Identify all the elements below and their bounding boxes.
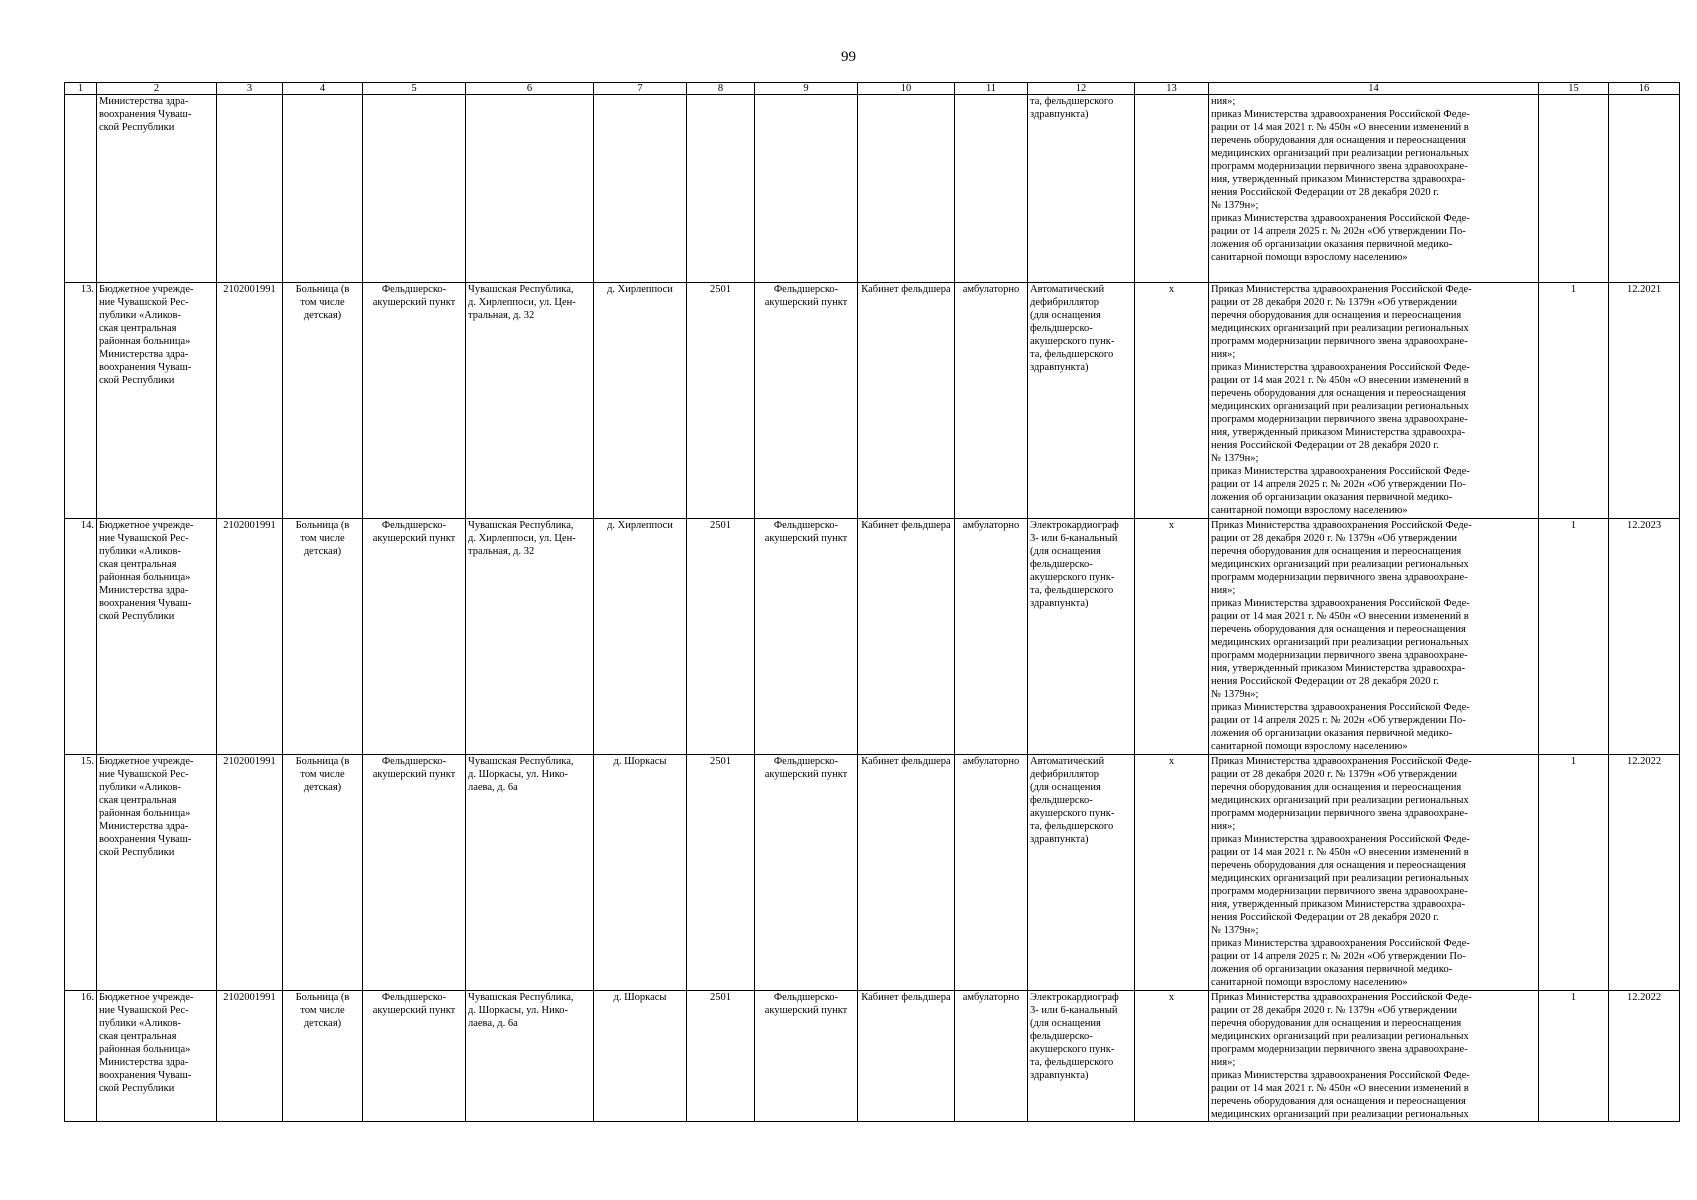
cell-equipment: Электрокардиограф 3- или 6-канальный (для оснащения фельдшерско- акушерского пунк- та, фельдшерского здравпункта) — [1028, 991, 1135, 1122]
equipment-table — [64, 82, 1680, 1122]
cell-room: Кабинет фельдшера — [858, 283, 955, 519]
cell-organization: Бюджетное учрежде- ние Чувашской Рес- публики «Аликов- ская центральная районная больница» Министерства здра- воохранения Чуваш- ской Республики — [97, 755, 217, 991]
cell-room — [858, 95, 955, 283]
cell-org-type: Больница (в том числе детская) — [283, 283, 363, 519]
column-number-header-row — [65, 83, 1680, 95]
cell-date: 12.2022 — [1609, 991, 1680, 1122]
cell-equipment: Автоматический дефибриллятор (для оснащения фельдшерско- акушерского пунк- та, фельдшерского здравпункта) — [1028, 283, 1135, 519]
cell-inn: 2102001991 — [217, 283, 283, 519]
cell-org-type: Больница (в том числе детская) — [283, 991, 363, 1122]
cell-equipment: Автоматический дефибриллятор (для оснащения фельдшерско- акушерского пунк- та, фельдшерского здравпункта) — [1028, 755, 1135, 991]
column-header: 5 — [363, 83, 466, 95]
cell-num — [65, 95, 97, 283]
cell-unit-type: Фельдшерско- акушерский пункт — [363, 755, 466, 991]
cell-locality — [594, 95, 687, 283]
cell-regulation: ния»; приказ Министерства здравоохранения Российской Феде- рации от 14 мая 2021 г. № 450н «О внесении изменений в перечень оборудования для оснащения и переоснащения медицинских организаций при реализации региональных программ модернизации первичного звена здравоохране- ния, утвержденный приказом Министерства здравоохра- нения Российской Федерации от 28 декабря 2020 г. № 1379н»; приказ Министерства здравоохранения Российской Феде- рации от 14 апреля 2025 г. № 202н «Об утверждении По- ложения об организации оказания первичной медико- санитарной помощи взрослому населению» — [1209, 95, 1539, 283]
cell-num: 15. — [65, 755, 97, 991]
cell-mark: х — [1135, 283, 1209, 519]
cell-facility: Фельдшерско- акушерский пункт — [755, 755, 858, 991]
cell-unit-type: Фельдшерско- акушерский пункт — [363, 519, 466, 755]
cell-date: 12.2021 — [1609, 283, 1680, 519]
cell-code: 2501 — [687, 519, 755, 755]
cell-address — [466, 95, 594, 283]
cell-unit-type: Фельдшерско- акушерский пункт — [363, 991, 466, 1122]
table-row — [65, 755, 1680, 991]
cell-code — [687, 95, 755, 283]
column-header: 13 — [1135, 83, 1209, 95]
cell-mode: амбулаторно — [955, 991, 1028, 1122]
column-header: 3 — [217, 83, 283, 95]
column-header: 7 — [594, 83, 687, 95]
cell-qty: 1 — [1539, 283, 1609, 519]
cell-locality: д. Шоркасы — [594, 991, 687, 1122]
cell-mark: х — [1135, 519, 1209, 755]
cell-code: 2501 — [687, 991, 755, 1122]
cell-room: Кабинет фельдшера — [858, 755, 955, 991]
cell-num: 13. — [65, 283, 97, 519]
cell-mark: х — [1135, 755, 1209, 991]
column-header: 14 — [1209, 83, 1539, 95]
cell-address: Чувашская Республика, д. Хирлеппоси, ул. Цен- тральная, д. 32 — [466, 519, 594, 755]
cell-mode: амбулаторно — [955, 283, 1028, 519]
cell-date: 12.2023 — [1609, 519, 1680, 755]
cell-organization: Министерства здра- воохранения Чуваш- ской Республики — [97, 95, 217, 283]
column-header: 8 — [687, 83, 755, 95]
cell-num: 14. — [65, 519, 97, 755]
cell-facility: Фельдшерско- акушерский пункт — [755, 519, 858, 755]
cell-locality: д. Шоркасы — [594, 755, 687, 991]
column-header: 1 — [65, 83, 97, 95]
cell-locality: д. Хирлеппоси — [594, 519, 687, 755]
column-header: 15 — [1539, 83, 1609, 95]
cell-code: 2501 — [687, 755, 755, 991]
column-header: 16 — [1609, 83, 1680, 95]
cell-unit-type — [363, 95, 466, 283]
cell-mode — [955, 95, 1028, 283]
cell-equipment: та, фельдшерского здравпункта) — [1028, 95, 1135, 283]
table-row — [65, 283, 1680, 519]
cell-organization: Бюджетное учрежде- ние Чувашской Рес- публики «Аликов- ская центральная районная больница» Министерства здра- воохранения Чуваш- ской Республики — [97, 283, 217, 519]
cell-organization: Бюджетное учрежде- ние Чувашской Рес- публики «Аликов- ская центральная районная больница» Министерства здра- воохранения Чуваш- ской Республики — [97, 519, 217, 755]
cell-org-type: Больница (в том числе детская) — [283, 755, 363, 991]
cell-date: 12.2022 — [1609, 755, 1680, 991]
cell-num: 16. — [65, 991, 97, 1122]
cell-organization: Бюджетное учрежде- ние Чувашской Рес- публики «Аликов- ская центральная районная больница» Министерства здра- воохранения Чуваш- ской Республики — [97, 991, 217, 1122]
cell-equipment: Электрокардиограф 3- или 6-канальный (для оснащения фельдшерско- акушерского пунк- та, фельдшерского здравпункта) — [1028, 519, 1135, 755]
cell-facility: Фельдшерско- акушерский пункт — [755, 283, 858, 519]
cell-inn: 2102001991 — [217, 991, 283, 1122]
cell-mark: х — [1135, 991, 1209, 1122]
cell-locality: д. Хирлеппоси — [594, 283, 687, 519]
cell-facility: Фельдшерско- акушерский пункт — [755, 991, 858, 1122]
column-header: 4 — [283, 83, 363, 95]
continuation-row — [65, 95, 1680, 283]
column-header: 2 — [97, 83, 217, 95]
column-header: 9 — [755, 83, 858, 95]
cell-facility — [755, 95, 858, 283]
cell-inn — [217, 95, 283, 283]
cell-date — [1609, 95, 1680, 283]
cell-org-type — [283, 95, 363, 283]
cell-regulation: Приказ Министерства здравоохранения Российской Феде- рации от 28 декабря 2020 г. № 1379н «Об утверждении перечня оборудования для оснащения и переоснащения медицинских организаций при реализации региональных программ модернизации первичного звена здравоохране- ния»; приказ Министерства здравоохранения Российской Феде- рации от 14 мая 2021 г. № 450н «О внесении изменений в перечень оборудования для оснащения и переоснащения медицинских организаций при реализации региональных — [1209, 991, 1539, 1122]
cell-address: Чувашская Республика, д. Хирлеппоси, ул. Цен- тральная, д. 32 — [466, 283, 594, 519]
cell-room: Кабинет фельдшера — [858, 991, 955, 1122]
cell-room: Кабинет фельдшера — [858, 519, 955, 755]
cell-qty — [1539, 95, 1609, 283]
cell-mode: амбулаторно — [955, 519, 1028, 755]
cell-regulation: Приказ Министерства здравоохранения Российской Феде- рации от 28 декабря 2020 г. № 1379н «Об утверждении перечня оборудования для оснащения и переоснащения медицинских организаций при реализации региональных программ модернизации первичного звена здравоохране- ния»; приказ Министерства здравоохранения Российской Феде- рации от 14 мая 2021 г. № 450н «О внесении изменений в перечень оборудования для оснащения и переоснащения медицинских организаций при реализации региональных программ модернизации первичного звена здравоохране- ния, утвержденный приказом Министерства здравоохра- нения Российской Федерации от 28 декабря 2020 г. № 1379н»; приказ Министерства здравоохранения Российской Феде- рации от 14 апреля 2025 г. № 202н «Об утверждении По- ложения об организации оказания первичной медико- санитарной помощи взрослому населению» — [1209, 519, 1539, 755]
cell-org-type: Больница (в том числе детская) — [283, 519, 363, 755]
cell-mark — [1135, 95, 1209, 283]
cell-inn: 2102001991 — [217, 519, 283, 755]
cell-regulation: Приказ Министерства здравоохранения Российской Феде- рации от 28 декабря 2020 г. № 1379н «Об утверждении перечня оборудования для оснащения и переоснащения медицинских организаций при реализации региональных программ модернизации первичного звена здравоохране- ния»; приказ Министерства здравоохранения Российской Феде- рации от 14 мая 2021 г. № 450н «О внесении изменений в перечень оборудования для оснащения и переоснащения медицинских организаций при реализации региональных программ модернизации первичного звена здравоохране- ния, утвержденный приказом Министерства здравоохра- нения Российской Федерации от 28 декабря 2020 г. № 1379н»; приказ Министерства здравоохранения Российской Феде- рации от 14 апреля 2025 г. № 202н «Об утверждении По- ложения об организации оказания первичной медико- санитарной помощи взрослому населению» — [1209, 283, 1539, 519]
cell-address: Чувашская Республика, д. Шоркасы, ул. Нико- лаева, д. 6а — [466, 755, 594, 991]
column-header: 12 — [1028, 83, 1135, 95]
column-header: 10 — [858, 83, 955, 95]
page-number: 99 — [841, 49, 856, 65]
cell-unit-type: Фельдшерско- акушерский пункт — [363, 283, 466, 519]
table-row — [65, 991, 1680, 1122]
cell-code: 2501 — [687, 283, 755, 519]
cell-qty: 1 — [1539, 991, 1609, 1122]
table-row — [65, 519, 1680, 755]
column-header: 6 — [466, 83, 594, 95]
cell-mode: амбулаторно — [955, 755, 1028, 991]
cell-qty: 1 — [1539, 519, 1609, 755]
cell-regulation: Приказ Министерства здравоохранения Российской Феде- рации от 28 декабря 2020 г. № 1379н «Об утверждении перечня оборудования для оснащения и переоснащения медицинских организаций при реализации региональных программ модернизации первичного звена здравоохране- ния»; приказ Министерства здравоохранения Российской Феде- рации от 14 мая 2021 г. № 450н «О внесении изменений в перечень оборудования для оснащения и переоснащения медицинских организаций при реализации региональных программ модернизации первичного звена здравоохране- ния, утвержденный приказом Министерства здравоохра- нения Российской Федерации от 28 декабря 2020 г. № 1379н»; приказ Министерства здравоохранения Российской Феде- рации от 14 апреля 2025 г. № 202н «Об утверждении По- ложения об организации оказания первичной медико- санитарной помощи взрослому населению» — [1209, 755, 1539, 991]
cell-address: Чувашская Республика, д. Шоркасы, ул. Нико- лаева, д. 6а — [466, 991, 594, 1122]
cell-qty: 1 — [1539, 755, 1609, 991]
column-header: 11 — [955, 83, 1028, 95]
cell-inn: 2102001991 — [217, 755, 283, 991]
